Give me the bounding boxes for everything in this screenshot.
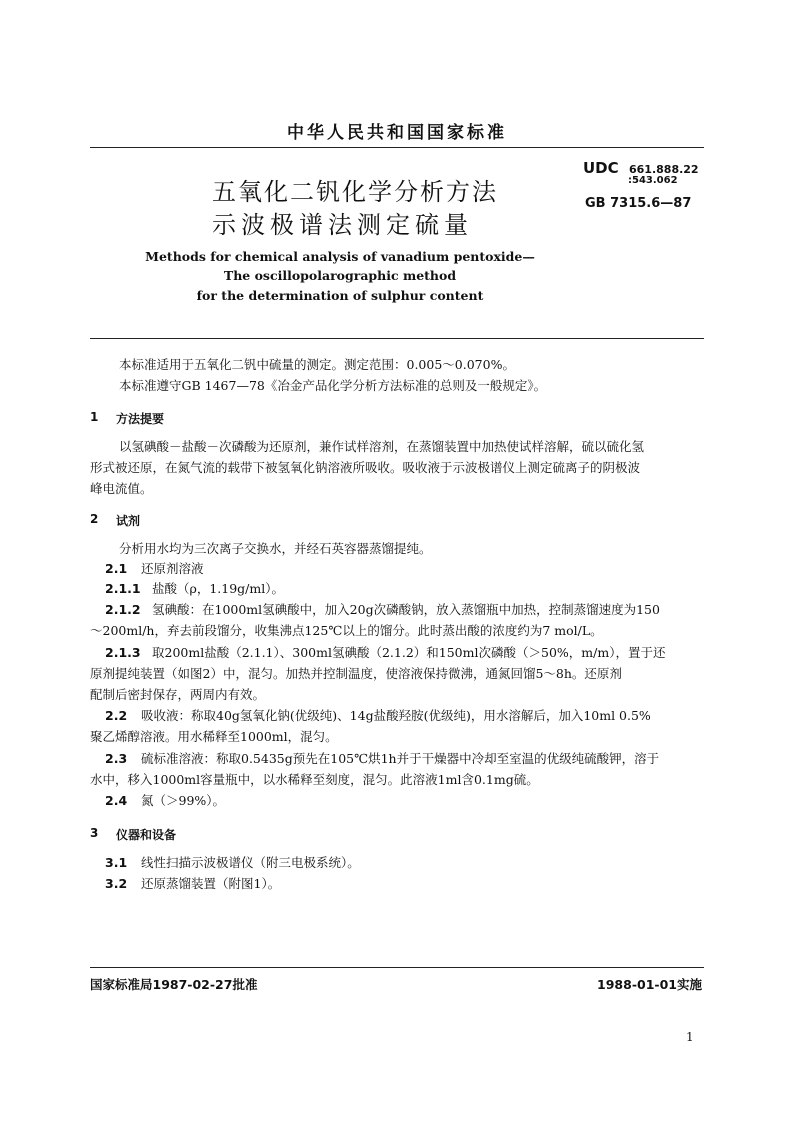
header-rule [90, 147, 704, 148]
s2-1-1-number: 2.1.1 [105, 581, 141, 596]
intro-line2: 本标准遵守GB 1467—78《冶金产品化学分析方法标准的总则及一般规定》。 [119, 378, 547, 393]
section3-heading: 仪器和设备 [116, 828, 177, 842]
section3-number: 3 [90, 826, 99, 840]
section1-line1: 以氢碘酸－盐酸－次磷酸为还原剂，兼作试样溶剂，在蒸馏装置中加热使试样溶解，硫以硫化氢 [119, 439, 645, 454]
section2-number: 2 [90, 512, 99, 526]
section2-heading: 试剂 [116, 514, 141, 528]
s3-1-number: 3.1 [105, 855, 128, 870]
english-title-line2: The oscillopolarographic method [223, 268, 457, 283]
s2-1-3-line3: 配制后密封保存，两周内有效。 [90, 687, 266, 702]
page-number: 1 [686, 1030, 694, 1044]
s2-2-number: 2.2 [105, 708, 128, 723]
section1-heading: 方法提要 [116, 412, 165, 426]
intro-line1: 本标准适用于五氧化二钒中硫量的测定。测定范围：0.005～0.070%。 [119, 357, 515, 372]
title-line1: 五氧化二钒化学分析方法 [212, 178, 498, 206]
approval-date: 国家标准局1987-02-27批准 [90, 977, 258, 992]
s2-1-number: 2.1 [105, 561, 128, 576]
s2-4-text: 氮（＞99%）。 [141, 793, 226, 808]
s2-1-3-line1: 取200ml盐酸（2.1.1）、300ml氢碘酸（2.1.2）和150ml次磷酸（＞50%，m/m），置于还 [152, 645, 666, 660]
national-standard-heading: 中华人民共和国国家标准 [287, 123, 507, 143]
s2-1-3-line2: 原剂提纯装置（如图2）中，混匀。加热并控制温度，使溶液保持微沸，通氮回馏5～8h。还原剂 [90, 666, 622, 681]
title-rule [90, 338, 704, 339]
s2-4-number: 2.4 [105, 793, 128, 808]
section1-number: 1 [90, 410, 99, 424]
s3-1-text: 线性扫描示波极谱仪（附三电极系统）。 [141, 855, 360, 870]
udc-code-line2: :543.062 [628, 175, 678, 186]
s3-2-number: 3.2 [105, 876, 128, 891]
s2-3-number: 2.3 [105, 751, 128, 766]
s2-1-2-number: 2.1.2 [105, 602, 141, 617]
s2-1-2-line1: 氢碘酸：在1000ml氢碘酸中，加入20g次磷酸钠，放入蒸馏瓶中加热，控制蒸馏速度为150 [152, 602, 660, 617]
s2-1-1-text: 盐酸（ρ，1.19g/ml）。 [152, 581, 284, 596]
s2-2-line1: 吸收液：称取40g氢氧化钠(优级纯)、14g盐酸羟胺(优级纯)，用水溶解后，加入10ml 0.5% [141, 708, 651, 723]
english-title-line3: for the determination of sulphur content [196, 288, 484, 303]
section1-line2: 形式被还原，在氮气流的载带下被氢氧化钠溶液所吸收。吸收液于示波极谱仪上测定硫离子的阴极波 [90, 460, 641, 475]
s2-2-line2: 聚乙烯醇溶液。用水稀释至1000ml，混匀。 [90, 729, 338, 744]
s2-3-line2: 水中，移入1000ml容量瓶中，以水稀释至刻度，混匀。此溶液1ml含0.1mg硫。 [90, 772, 539, 787]
effective-date: 1988-01-01实施 [597, 977, 702, 992]
section1-line3: 峰电流值。 [90, 481, 153, 496]
title-line2: 示波极谱法测定硫量 [212, 211, 473, 239]
udc-code-line1: 661.888.22 [629, 163, 699, 176]
gb-code: GB 7315.6—87 [585, 196, 692, 211]
s2-1-text: 还原剂溶液 [141, 561, 204, 576]
s2-3-line1: 硫标准溶液：称取0.5435g预先在105℃烘1h并于干燥器中冷却至室温的优级纯硫酸钾，溶于 [141, 751, 660, 766]
s2-1-2-line2: ～200ml/h，弃去前段馏分，收集沸点125℃以上的馏分。此时蒸出酸的浓度约为7 mol/L。 [90, 623, 603, 638]
s3-2-text: 还原蒸馏装置（附图1）。 [141, 876, 281, 891]
english-title-line1: Methods for chemical analysis of vanadium pentoxide— [145, 249, 535, 264]
section2-intro: 分析用水均为三次离子交换水，并经石英容器蒸馏提纯。 [119, 541, 432, 556]
footer-rule [90, 967, 704, 968]
s2-1-3-number: 2.1.3 [105, 645, 141, 660]
udc-label: UDC [583, 159, 619, 177]
